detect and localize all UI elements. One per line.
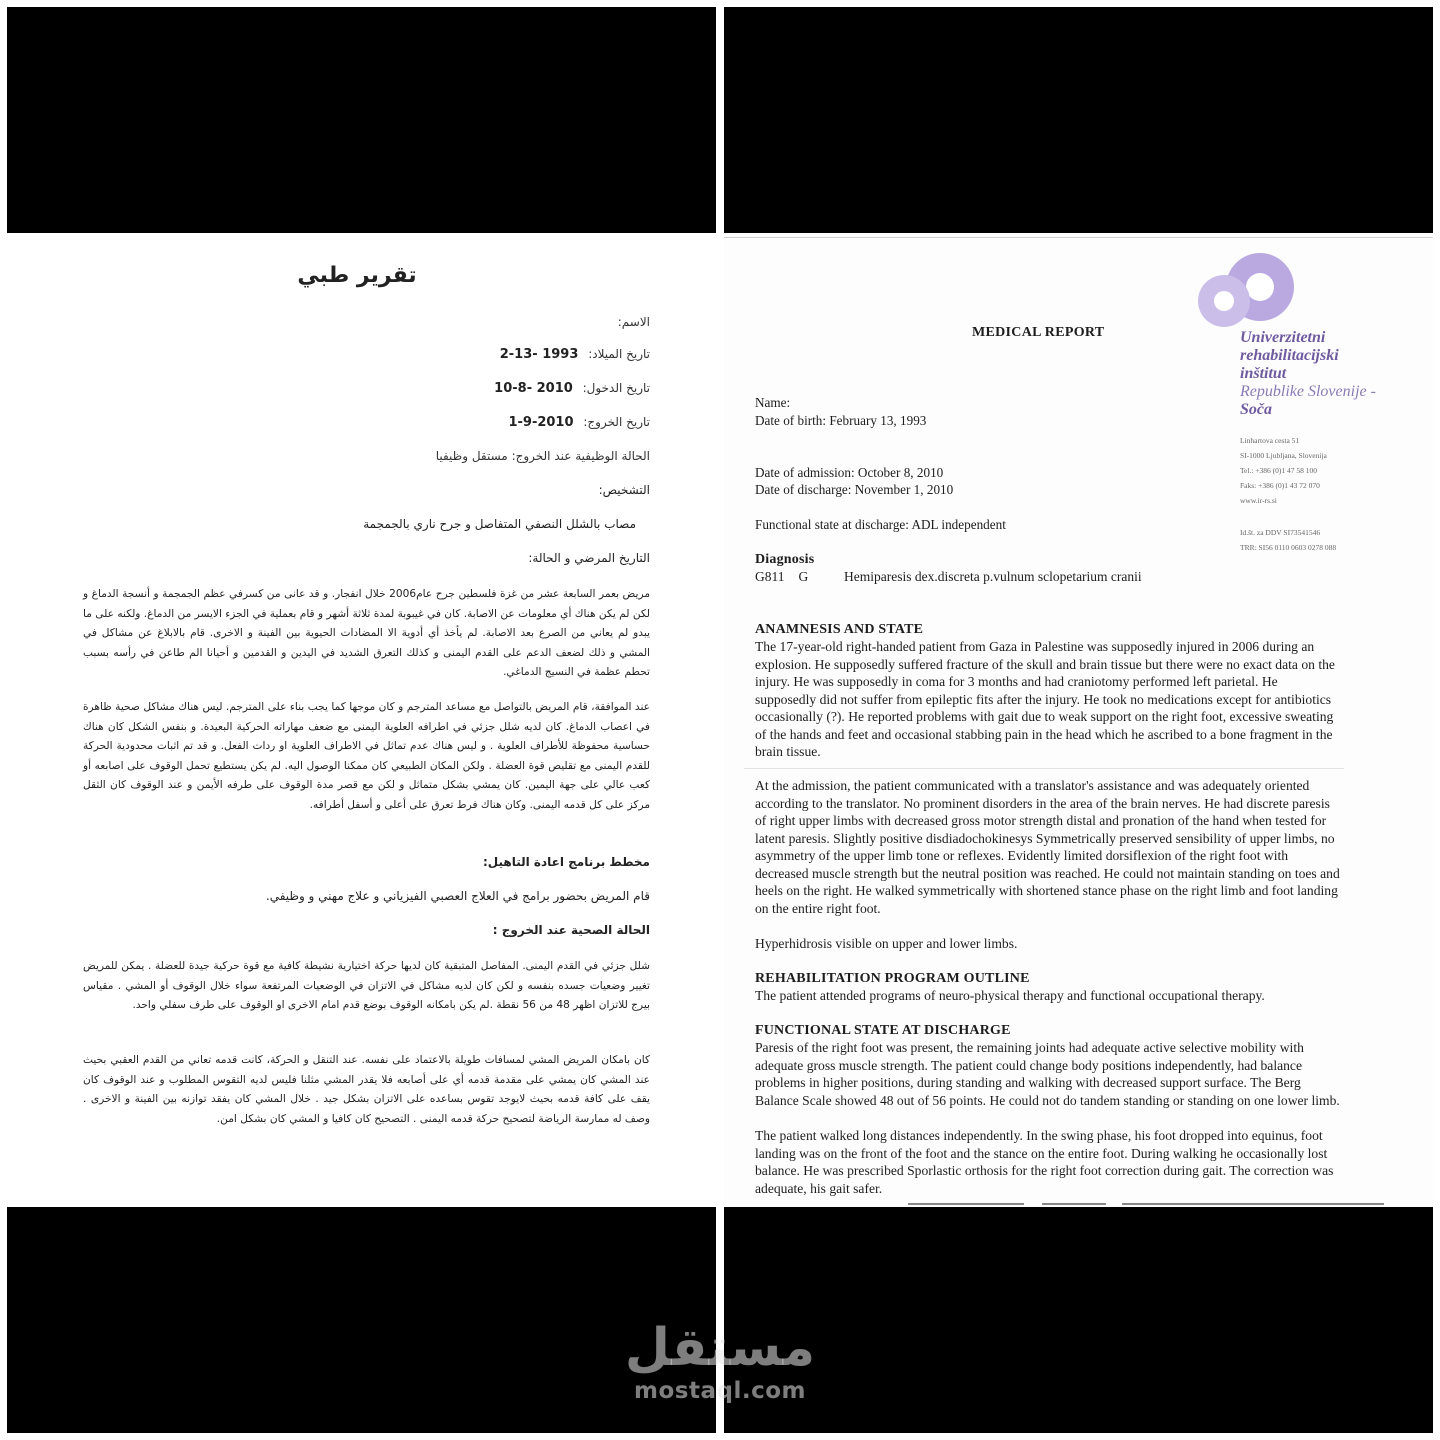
institute-tax-info [1240, 525, 1336, 555]
anamnesis-paragraph-1: The 17-year-old right-handed patient from Gaza in Palestine was supposedly injured in 2006 during an explosion. He supposedly suffered fracture of the skull and brain tissue but there were no exact data on the injury. He was supposedly in coma for 3 months and had craniotomy performed left parietal. He supposedly did not suffer from epileptic fits after the injury. He took no medications except for antibiotics occasionally (?). He reported problems with gait due to weak support on the right foot, excessive sweating of the hands and feet and occasional stabbing pain in the head which he ascribed to a bone fragment in the brain tissue. [755, 639, 1335, 759]
rehab-heading: REHABILITATION PROGRAM OUTLINE [755, 971, 1030, 986]
institute-name [1240, 329, 1376, 419]
diagnosis-code-row [755, 569, 822, 585]
arabic-report-title: تقرير طبي [297, 263, 417, 288]
arabic-birth-label: تاريخ الميلاد: [588, 347, 650, 361]
arabic-birth-value: 2-13- 1993 [499, 347, 579, 362]
arabic-diagnosis-value: مصاب بالشلل النصفي المتفاصل و جرح ناري بالجمجمة [363, 517, 636, 531]
arabic-birth-row [500, 347, 650, 362]
arabic-medical-report [7, 233, 716, 1207]
arabic-admission-row [494, 381, 650, 396]
arabic-discharge-row [508, 415, 650, 430]
institute-subname-line-2: Soča [1240, 401, 1272, 418]
watermark-latin-text: mostaql.com [634, 1378, 806, 1404]
anamnesis-paragraph-3: Hyperhidrosis visible on upper and lower limbs. [755, 936, 1018, 951]
arabic-discharge-label: تاريخ الخروج: [583, 415, 650, 429]
table-edge-line [1042, 1203, 1106, 1205]
arabic-history-paragraph-2: عند الموافقة، قام المريض بالتواصل مع مساعد المترجم و كان موجها كما يجب بناء على المترجم. ليس هناك مشاكل صحية ظاهرة في اعصاب الدماغ. كان لديه شلل جزئي في اطرافه العلوية اليمنى مع ضعف مهاراته الحركية البعيدة. و بنفس الشكل كان هناك حساسية محفوظة للأطراف العلوية . و ليس هناك عدم تماثل في الاطراف العلوية او ردات الفعل. و قد تم اثبات محدودية الحركة للقدم اليمنى مع تقليص قوة العضلة . ولكن المكان الطبيعي كان ممكنا الوصول اليه. لم يكن يستطيع تحمل الوقوف على اصابعه أو كعب عالي على جهة اليمين. كان يمشي بشكل متماثل و لكن مع قصر مدة الوقوف على طرفه الأيمن و عند الوقوف كان الثقل مركز على كل قدمه اليمنى. وكان هناك فرط تعرق على أعلى و أسفل أطرافه. [83, 701, 650, 811]
institute-name-line-1: Univerzitetni [1240, 329, 1326, 346]
functional-state-heading: FUNCTIONAL STATE AT DISCHARGE [755, 1023, 1011, 1038]
english-medical-report [724, 233, 1433, 1207]
address-line: www.ir-rs.si [1240, 496, 1277, 505]
tax-line: TRR: SI56 0110 0603 0278 088 [1240, 543, 1337, 552]
institute-logo-icon [1198, 249, 1298, 339]
arabic-health-paragraph-2: كان بامكان المريض المشي لمسافات طويلة بالاعتماد على نفسه. عند التنقل و الحركة، كانت قدمه تعاني من القدم العقبي بحيث عند المشي كان يمشي على مقدمة قدمه أي على أصابعه فلا يقدر المشي مثلنا فليس لديه التقوس المطلوب و عند الوقوف كان يقف على كافة قدمه بحيث لايوجد تقوس بساعده على الاتزان بشكل جيد . خلال المشي كان يفقد توازنه بين الفينة و الاخرى . وصف له ممارسة الرياضة لتصحيح حركة قدمه اليمنى . التصحيح كان كافيا و المشي كان بشكل امن. [83, 1054, 650, 1125]
english-name-line: Name: [755, 395, 791, 410]
arabic-admission-label: تاريخ الدخول: [582, 381, 650, 395]
table-edge-line [1122, 1203, 1384, 1205]
arabic-name-row [618, 315, 650, 329]
mostaql-watermark [605, 1318, 835, 1404]
institute-subname-line-1: Republike Slovenije - [1240, 383, 1376, 400]
address-line: Linhartova cesta 51 [1240, 436, 1300, 445]
arabic-history-label: التاريخ المرضي و الحالة: [528, 551, 650, 565]
functional-state-paragraph-2: The patient walked long distances independently. In the swing phase, his foot dropped into equinus, foot landing was on the front of the foot and the stance on the entire foot. During walking he occasionally lost balance. He was prescribed Sporlastic orthosis for the right foot correction during gait. The correction was adequate, his gait safer. [755, 1128, 1334, 1196]
arabic-rehab-text: قام المريض بحضور برامج في العلاج العصبي الفيزياني و علاج مهني و وظيفي. [265, 889, 650, 903]
arabic-name-label: الاسم: [617, 315, 650, 329]
top-left-black-band [7, 7, 716, 233]
rehab-text: The patient attended programs of neuro-physical therapy and functional occupational therapy. [755, 988, 1265, 1003]
anamnesis-heading: ANAMNESIS AND STATE [755, 622, 924, 637]
diagnosis-heading: Diagnosis [755, 552, 815, 567]
institute-name-line-2: rehabilitacijski [1240, 347, 1339, 364]
english-functional-line: Functional state at discharge: ADL independent [755, 517, 1006, 532]
arabic-functional-value: مستقل وظيفيا [435, 449, 508, 463]
tax-line: Id.št. za DDV SI73541546 [1240, 528, 1321, 537]
english-admission-line: Date of admission: October 8, 2010 [755, 465, 944, 480]
arabic-health-heading: الحالة الصحية عند الخروج : [492, 923, 650, 937]
arabic-rehab-heading: مخطط برنامج اعادة التاهيل: [482, 855, 650, 869]
english-discharge-line: Date of discharge: November 1, 2010 [755, 482, 954, 497]
institute-address [1240, 433, 1327, 508]
english-report-title: MEDICAL REPORT [972, 325, 1105, 340]
address-line: Faks: +386 (0)1 43 72 070 [1240, 481, 1320, 490]
anamnesis-paragraph-2: At the admission, the patient communicated with a translator's assistance and was adequately oriented according to the translator. No prominent disorders in the area of the brain nerves. He had discrete paresis of right upper limbs with decreased gross motor strength distal and pronation of the hand when tested for latent paresis. Slightly positive disdiadochokinesys Symmetrically preserved sensibility of upper limbs, no asymmetry of the upper limb tone or reflexes. Evidently limited dorsiflexion of the right foot with decreased muscle strength but the neutral position was reached. He could not maintain standing on toes and heels on the right. He walked symmetrically with shortened stance phase on the right limb and foot landing on the entire right foot. [755, 778, 1340, 916]
arabic-functional-row [436, 449, 650, 463]
watermark-arabic-logo: مستقل [624, 1318, 816, 1378]
diagnosis-code: G811 [755, 569, 785, 584]
address-line: SI-1000 Ljubljana, Slovenija [1240, 451, 1327, 460]
arabic-discharge-value: 1-9-2010 [508, 415, 574, 430]
english-birth-line: Date of birth: February 13, 1993 [755, 413, 927, 428]
arabic-health-paragraph-1: شلل جزئي في القدم اليمنى. المفاصل المتبقية كان لديها حركة اختيارية نشيطة كافية مع قوة حركية جيدة للعضلة . يمكن للمريض تغيير وضعيات جسده بنفسه و لكن كان لديه مشاكل في الاتزان في الوضعيات المرتفعة سواء خلال الوقوف أو المشي . مقياس بيرج للاتزان اظهر 48 من 56 نقطة .لم يكن بامكانه الوقوف بوضع قدم امام الاخرى او الوقوف على طرف سفلي واحد. [83, 960, 650, 1011]
diagnosis-letter: G [798, 569, 809, 584]
diagnosis-text: Hemiparesis dex.discreta p.vulnum sclopetarium cranii [844, 569, 1142, 584]
arabic-diagnosis-label: التشخيص: [598, 483, 650, 497]
table-edge-line [908, 1203, 1024, 1205]
functional-state-paragraph-1: Paresis of the right foot was present, the remaining joints had adequate active selective mobility with adequate gross muscle strength. The patient could change body positions independently, had balance problems in higher positions, during standing and walking with decreased support surface. The Berg Balance Scale showed 48 out of 56 points. He could not do tandem standing or standing on one lower limb. [755, 1040, 1340, 1108]
arabic-functional-label: الحالة الوظيفية عند الخروج: [511, 449, 650, 463]
address-line: Tel.: +386 (0)1 47 58 100 [1240, 466, 1318, 475]
institute-name-line-3: inštitut [1240, 365, 1287, 382]
scan-fold-line [744, 768, 1344, 769]
arabic-history-paragraph-1: مريض بعمر السابعة عشر من غزة فلسطين جرح عام2006 خلال انفجار. و قد عانى من كسرفي عظم الجمجمة و أنسجة الدماغ و لكن لم يكن هناك أي معلومات عن الاصابة. كان في غيبوبة لمدة ثلاثة أشهر و قام بعملية في الجزء الايسر من الدماغ. ولكنه على ما يبدو لم يعاني من الصرع بعد الاصابة. لم يأخذ أي أدوية الا المضادات الحيوية بين الفينة و الاخرى. قام بالابلاغ عن مشاكل في المشي و ذلك لضعف الدعم على القدم اليمنى و كذلك التعرق الشديد في اليدين و القدمين و أحيانا الم طاعن في رأسه بسبب تحطم عظمة في النسيج الدماغي. [83, 588, 650, 678]
arabic-admission-value: 10-8- 2010 [494, 381, 573, 396]
scan-edge-line [724, 237, 1433, 238]
top-right-black-band [724, 7, 1433, 233]
